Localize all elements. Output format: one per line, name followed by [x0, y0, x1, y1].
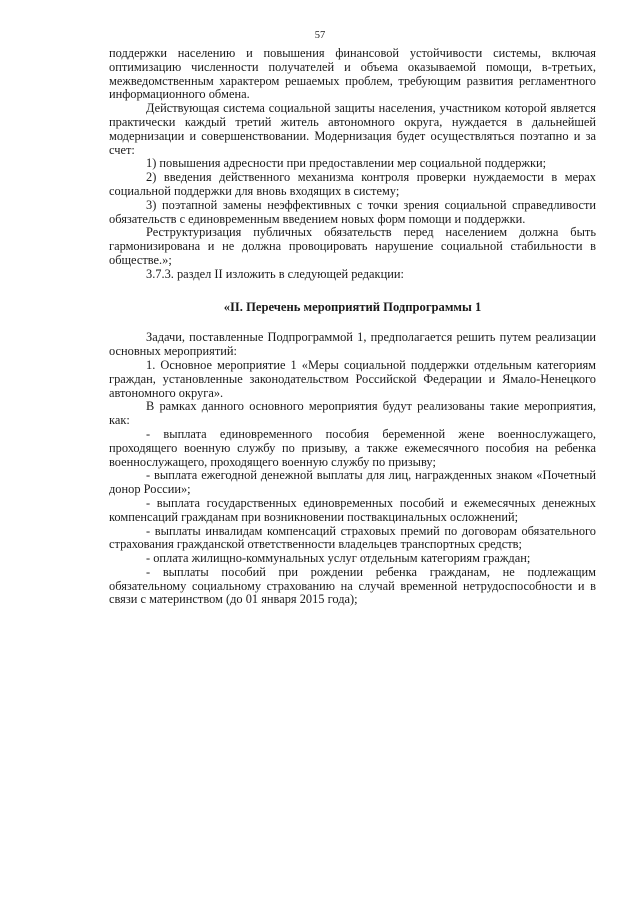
paragraph: Действующая система социальной защиты населения, участником которой является практически каждый третий житель автономного округа, нуждается в дальнейшей модернизации и совершенствовании. Модернизация будет осуществляться поэтапно и за счет: [109, 101, 596, 157]
paragraph: 3) поэтапной замены неэффективных с точки зрения социальной справедливости обязательств с единовременным введением новых форм помощи и поддержки. [109, 197, 596, 226]
list-item: - выплата государственных единовременных пособий и ежемесячных денежных компенсаций гражданам при возникновении поствакцинальных осложнений; [109, 495, 596, 524]
paragraph: В рамках данного основного мероприятия будут реализованы такие мероприятия, как: [109, 399, 596, 428]
list-item: - оплата жилищно-коммунальных услуг отдельным категориям граждан; [146, 551, 531, 566]
list-item: - выплаты инвалидам компенсаций страховых премий по договорам обязательного страхования гражданской ответственности владельцев транспортных средств; [109, 523, 596, 552]
list-item: - выплаты пособий при рождении ребенка гражданам, не подлежащим обязательному социальному страхованию на случай временной нетрудоспособности и в связи с материнством (до 01 января 2015 года); [109, 564, 596, 607]
paragraph: поддержки населению и повышения финансовой устойчивости системы, включая оптимизацию численности получателей и объема оказываемой помощи, в-третьих, межведомственным характером решаемых проблем, требующим развития регламентного информационного обмена. [109, 46, 596, 102]
paragraph: 3.7.3. раздел II изложить в следующей редакции: [146, 266, 404, 281]
list-item: - выплата единовременного пособия беременной жене военнослужащего, проходящего военную службу по призыву, а также ежемесячного пособия на ребенка военнослужащего, проходящего военную службу по призыву; [109, 426, 596, 469]
paragraph: 1) повышения адресности при предоставлении мер социальной поддержки; [146, 156, 547, 171]
paragraph: Задачи, поставленные Подпрограммой 1, предполагается решить путем реализации основных мероприятий: [109, 330, 596, 359]
document-body [109, 47, 596, 607]
section-heading: «II. Перечень мероприятий Подпрограммы 1 [223, 299, 482, 314]
paragraph: Реструктуризация публичных обязательств перед населением должна быть гармонизирована и не должна провоцировать нарушение социальной стабильности в обществе.»; [109, 225, 596, 267]
page-number: 57 [314, 30, 326, 41]
paragraph: 2) введения действенного механизма контроля проверки нуждаемости в мерах социальной поддержки для вновь входящих в систему; [109, 170, 596, 198]
list-item: - выплата ежегодной денежной выплаты для лиц, награжденных знаком «Почетный донор России»; [109, 468, 596, 497]
paragraph: 1. Основное мероприятие 1 «Меры социальной поддержки отдельным категориям граждан, установленные законодательством Российской Федерации и Ямало-Ненецкого автономного округа». [109, 357, 596, 400]
